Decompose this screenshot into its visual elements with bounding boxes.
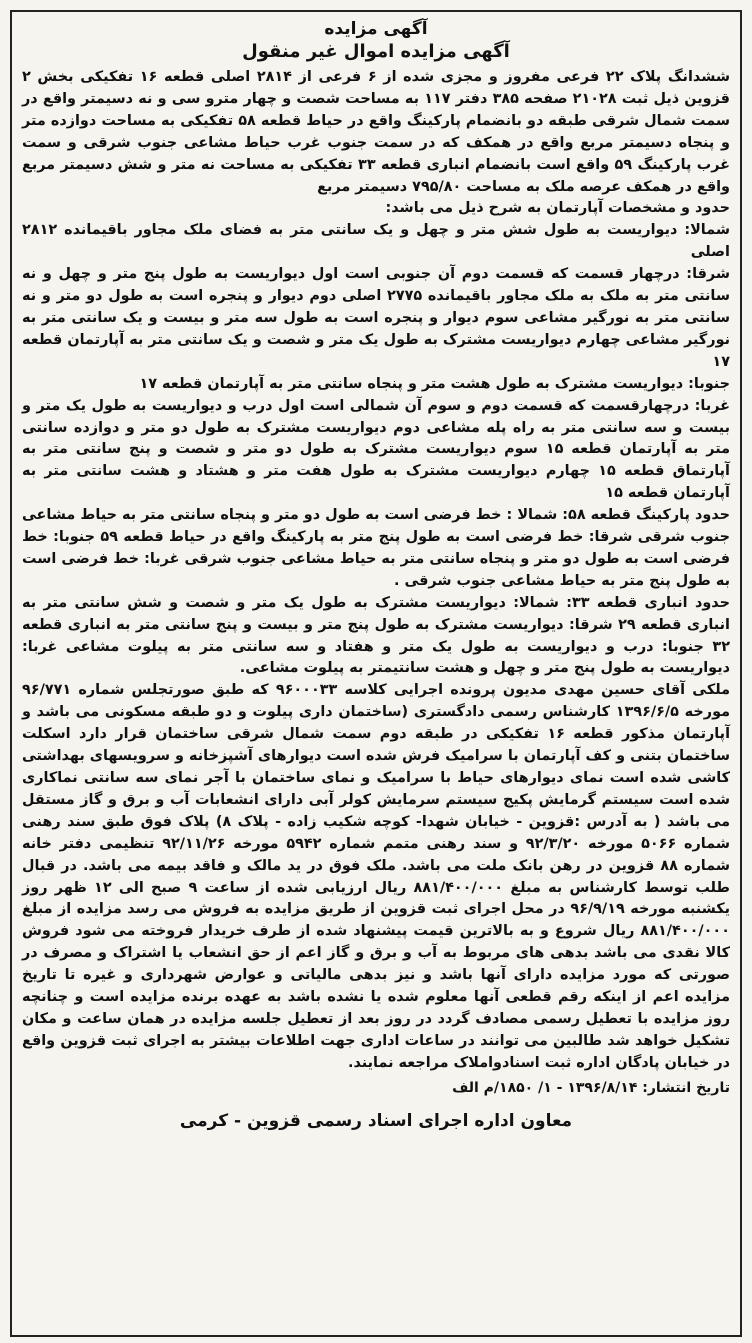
parking-boundaries: حدود پارکینگ قطعه ۵۸: شمالا : خط فرضی است به طول دو متر و پنجاه سانتی متر به حیاط مشاعی جنوب شرقی شرقا: خط فرضی است به طول پنج متر به پارکینگ واقع در حیاط قطعه ۵۹ جنوبا: خط فرضی است به طول دو متر و پنجاه سانتی متر به حیاط مشاعی جنوب شرقی غربا: خط فرضی است به طول پنج متر به حیاط مشاعی جنوب شرقی .: [22, 507, 731, 589]
boundary-east: شرقا: درچهار قسمت که قسمت دوم آن جنوبی است اول دیواریست به طول پنج متر و چهل و نه سانتی متر به ملک به ملک مجاور باقیمانده ۲۷۷۵ اصلی دوم دیوار و پنجره است به طول دو متر و نه سانتی متر به نورگیر مشاعی سوم دیوار و پنجره است به طول سه متر و بیست و یک سانتی متر به نورگیر مشاعی چهارم دیواریست مشترک به طول یک متر و شصت و یک سانتی متر به آپارتمان قطعه ۱۷: [22, 266, 730, 370]
publication-date: تاریخ انتشار: ۱۳۹۶/۸/۱۴ - ۱/ ۱۸۵۰/م الف: [452, 1079, 730, 1096]
auction-details: ملکی آقای حسین مهدی مدیون پرونده اجرایی کلاسه ۹۶۰۰۰۳۳ که طبق صورتجلس شماره ۹۶/۷۷۱ مورخه ۱۳۹۶/۶/۵ کارشناس رسمی دادگستری (ساختمان داری پیلوت و دو طبقه مسکونی می باشد و آپارتمان مذکور قطعه ۱۶ تفکیکی در طبقه دوم سمت شمال شرقی ساختمان قرار دارد اسکلت ساختمان بتنی و کف آپارتمان با سرامیک فرش شده است دیوارهای آشپزخانه و سرویسهای بهداشتی کاشی شده است نمای دیوارهای حیاط با سرامیک و نمای ساختمان با آجر نمای سه سانتی نماکاری شده است سیستم گرمایش پکیج سیستم سرمایش کولر آبی دارای انشعابات آب و برق و گاز مستقل می باشد ( به آدرس :قزوین - خیابان شهدا- کوچه شکیب زاده - پلاک ۸) پلاک فوق طبق سند رهنی شماره ۵۰۶۶ مورخه ۹۲/۳/۲۰ و سند رهنی متمم شماره ۵۹۴۲ مورخه ۹۲/۱۱/۲۶ تنظیمی دفتر خانه شماره ۸۸ قزوین در رهن بانک ملت می باشد. ملک فوق در ید مالک و فاقد بیمه می باشد. در قبال طلب توسط کارشناس به مبلغ ۸۸۱/۴۰۰/۰۰۰ ریال ارزیابی شده از ساعت ۹ صبح الی ۱۲ ظهر روز یکشنبه مورخه ۹۶/۹/۱۹ در محل اجرای ثبت قزوین از طریق مزایده به فروش می رسد مزایده از مبلغ ۸۸۱/۴۰۰/۰۰۰ ریال شروع و به بالاترین قیمت پیشنهاد شده از طرف خریدار فروخته می شود فروش کالا نقدی می باشد بدهی های مربوط به آب و برق و گاز اعم از حق انشعاب یا اشتراک و مصرف در صورتی که مورد مزایده دارای آنها باشد و نیز بدهی مالیاتی و عوارض شهرداری و غیره تا تاریخ مزایده اعم از اینکه رقم قطعی آنها معلوم شده یا نشده باشد به عهده برنده مزایده است و چنانچه روز مزایده با تعطیل رسمی مصادف گردد در روز بعد از تعطیل جلسه مزایده در همان ساعت و مکان تشکیل خواهد شد طالبین می توانند در ساعات اداری جهت اطلاعات بیشتر به اجرای ثبت قزوین واقع در خیابان پادگان اداره ثبت اسنادواملاک مراجعه نمایند.: [22, 682, 731, 1071]
signature-line: معاون اداره اجرای اسناد رسمی قزوین - کرمی: [179, 1110, 573, 1131]
boundary-south: جنوبا: دیواریست مشترک به طول هشت متر و پنجاه سانتی متر به آپارتمان قطعه ۱۷: [139, 375, 730, 392]
notice-title: آگهی مزایده اموال غیر منقول: [242, 41, 510, 62]
boundary-north: شمالا: دیواریست به طول شش متر و چهل و یک سانتی متر به فضای ملک مجاور باقیمانده ۲۸۱۲ اصلی: [22, 222, 730, 261]
notice-frame: [10, 10, 742, 1337]
notice-heading: آگهی مزایده: [324, 19, 428, 39]
boundary-west: غربا: درچهارقسمت که قسمت دوم و سوم آن شمالی است اول درب و دیواریست به طول یک متر و بیست و سه سانتی متر به راه پله مشاعی دوم دیواریست مشترک به طول دو متر و دوازده سانتی متر به آپارتمان قطعه ۱۵ سوم دیواریست مشترک به طول دو متر و شصت و پنج سانتی متر به آپارتماق قطعه ۱۵ چهارم دیواریست مشترک به طول هفت متر و هشتاد و هشت سانتی متر به آپارتمان قطعه ۱۵: [22, 397, 730, 502]
boundaries-intro: حدود و مشخصات آپارتمان به شرح ذیل می باشد:: [385, 200, 730, 217]
property-description: ششدانگ پلاک ۲۲ فرعی مفروز و مجزی شده از ۶ فرعی از ۲۸۱۴ اصلی قطعه ۱۶ تفکیکی بخش ۲ قزوین ذیل ثبت ۲۱۰۲۸ صفحه ۳۸۵ دفتر ۱۱۷ به مساحت شصت و چهار مترو سی و نه دسیمتر واقع در سمت شمال شرقی طبقه دو بانضمام پارکینگ واقع در حیاط قطعه ۵۸ تفکیکی به مساحت دوازده متر و پنجاه دسیمتر مربع واقع در همکف که در سمت جنوب غرب حیاط مشاعی جنوب شرقی و سمت غرب پارکینگ ۵۹ واقع است بانضمام انباری قطعه ۳۳ تفکیکی به مساحت نه متر و شش دسیمتر مربع واقع در همکف عرصه ملک به مساحت ۷۹۵/۸۰ دسیمتر مربع: [22, 69, 731, 195]
storage-boundaries: حدود انباری قطعه ۳۳: شمالا: دیواریست مشترک به طول یک متر و شصت و شش سانتی متر به انباری قطعه ۲۹ شرقا: دیواریست مشترک به طول پنج متر و بیست و پنج سانتی متر به انباری قطعه ۳۲ جنوبا: درب و دیواریست به طول یک متر و هفتاد و سه سانتی متر به پیلوت مشاعی غربا: دیواریست به طول پنج متر و چهل و هشت سانتیمتر به پیلوت مشاعی.: [22, 594, 730, 677]
